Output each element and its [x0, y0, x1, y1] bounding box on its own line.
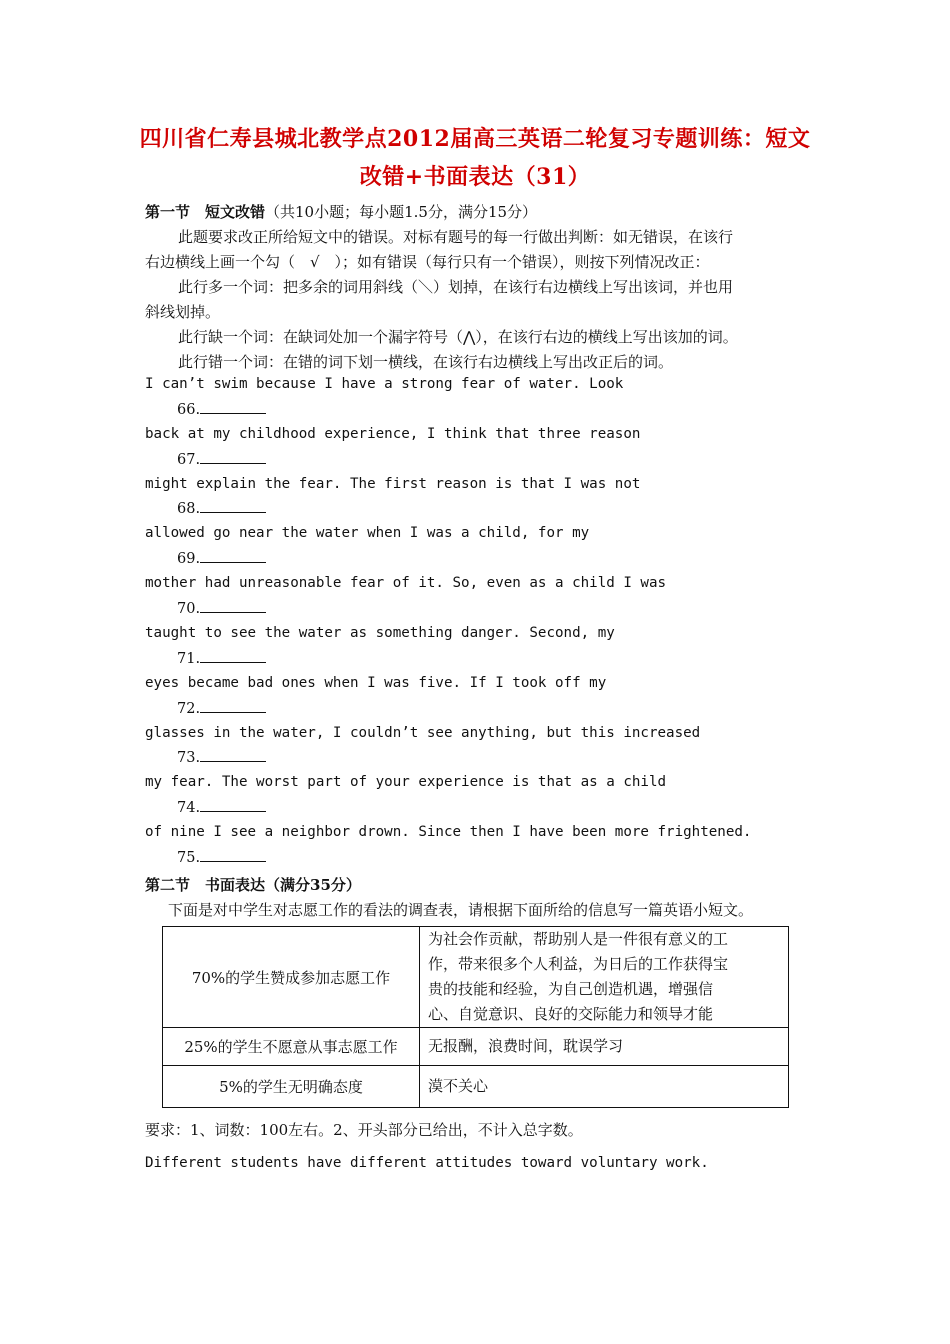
title-line-1: 四川省仁寿县城北教学点2012届高三英语二轮复习专题训练：短文: [139, 126, 811, 152]
question-number: 75.: [177, 850, 201, 866]
answer-line: [177, 749, 266, 766]
table-cell-group: 25%的学生不愿意从事志愿工作: [163, 1028, 420, 1066]
section2-heading: 第二节 书面表达: [145, 876, 266, 894]
answer-blank[interactable]: [200, 749, 266, 762]
question-number: 69.: [177, 551, 201, 567]
answer-line: [177, 451, 266, 468]
passage-line: might explain the fear. The first reason is that I was not: [145, 476, 641, 492]
answer-blank[interactable]: [200, 849, 266, 862]
requirements: 要求：1、词数：100左右。2、开头部分已给出，不计入总字数。: [145, 1121, 583, 1139]
answer-line: [177, 600, 266, 617]
instruction-1b: 右边横线上画一个勾（ √ ）；如有错误（每行只有一个错误），则按下列情况改正：: [145, 253, 710, 271]
table-row: [163, 1066, 789, 1108]
question-number: 73.: [177, 750, 201, 766]
section1-heading: 第一节 短文改错: [145, 203, 266, 221]
table-cell-group: 70%的学生赞成参加志愿工作: [163, 927, 420, 1028]
passage-line: back at my childhood experience, I think that three reason: [145, 426, 641, 442]
instruction-1a: 此题要求改正所给短文中的错误。对标有题号的每一行做出判断：如无错误，在该行: [178, 228, 734, 246]
table-cell-reason: [420, 927, 789, 1028]
table-row: [163, 1028, 789, 1066]
answer-line: [177, 500, 266, 517]
answer-blank[interactable]: [200, 451, 266, 464]
answer-blank[interactable]: [200, 600, 266, 613]
answer-line: [177, 700, 266, 717]
reason-line: 作，带来很多个人利益，为日后的工作获得宝: [428, 955, 729, 973]
passage-line: taught to see the water as something danger. Second, my: [145, 625, 615, 641]
question-number: 67.: [177, 452, 201, 468]
passage-line: my fear. The worst part of your experience is that as a child: [145, 774, 667, 790]
passage-line: allowed go near the water when I was a child, for my: [145, 525, 590, 541]
reason-line: 漠不关心: [428, 1077, 489, 1095]
answer-blank[interactable]: [200, 500, 266, 513]
section2-heading-line: [145, 874, 361, 895]
answer-line: [177, 550, 266, 567]
question-number: 66.: [177, 402, 201, 418]
reason-line: 贵的技能和经验，为自己创造机遇，增强信: [428, 980, 714, 998]
instruction-2a: 此行多一个词：把多余的词用斜线（＼）划掉，在该行右边横线上写出该词，并也用: [178, 278, 734, 296]
question-number: 68.: [177, 501, 201, 517]
passage-line: eyes became bad ones when I was five. If I took off my: [145, 675, 607, 691]
answer-line: [177, 849, 266, 866]
section2-intro: 下面是对中学生对志愿工作的看法的调查表，请根据下面所给的信息写一篇英语小短文。: [168, 901, 754, 919]
question-number: 74.: [177, 800, 201, 816]
answer-line: [177, 650, 266, 667]
table-cell-reason: [420, 1066, 789, 1108]
answer-line: [177, 401, 266, 418]
survey-table: [162, 926, 789, 1108]
question-number: 72.: [177, 701, 201, 717]
answer-line: [177, 799, 266, 816]
answer-blank[interactable]: [200, 700, 266, 713]
section2-note: （满分35分）: [265, 876, 361, 894]
passage-line: of nine I see a neighbor drown. Since then I have been more frightened.: [145, 824, 752, 840]
section1-note: （共10小题；每小题1.5分，满分15分）: [265, 203, 538, 221]
table-cell-reason: [420, 1028, 789, 1066]
instruction-3: 此行缺一个词：在缺词处加一个漏字符号（⋀），在该行右边的横线上写出该加的词。: [178, 328, 738, 346]
answer-blank[interactable]: [200, 799, 266, 812]
answer-blank[interactable]: [200, 550, 266, 563]
question-number: 71.: [177, 651, 201, 667]
passage-line: I can’t swim because I have a strong fear of water. Look: [145, 376, 624, 392]
passage-line: glasses in the water, I couldn’t see anything, but this increased: [145, 725, 701, 741]
instruction-2b: 斜线划掉。: [145, 303, 221, 321]
opening-sentence: Different students have different attitudes toward voluntary work.: [145, 1155, 709, 1171]
question-number: 70.: [177, 601, 201, 617]
table-cell-group: 5%的学生无明确态度: [163, 1066, 420, 1108]
passage-line: mother had unreasonable fear of it. So, even as a child I was: [145, 575, 667, 591]
instruction-4: 此行错一个词：在错的词下划一横线，在该行右边横线上写出改正后的词。: [178, 353, 674, 371]
reason-line: 为社会作贡献，帮助别人是一件很有意义的工: [428, 930, 729, 948]
section1-heading-line: [145, 201, 537, 222]
answer-blank[interactable]: [200, 401, 266, 414]
reason-line: 心、自觉意识、良好的交际能力和领导才能: [428, 1005, 714, 1023]
reason-line: 无报酬，浪费时间，耽误学习: [428, 1037, 624, 1055]
title-line-2: 改错+书面表达（31）: [359, 164, 591, 190]
answer-blank[interactable]: [200, 650, 266, 663]
table-row: [163, 927, 789, 1028]
